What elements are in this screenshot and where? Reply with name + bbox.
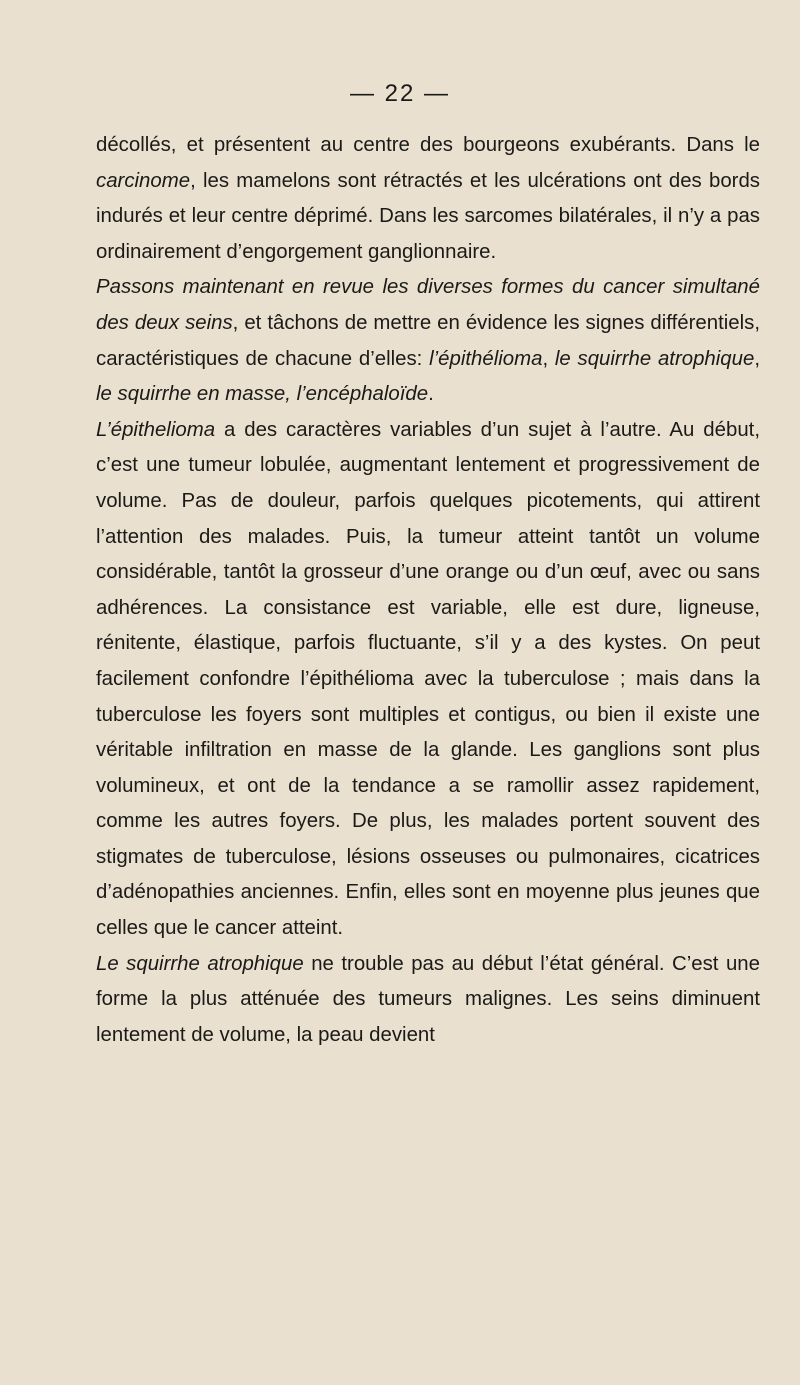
paragraph (96, 413, 760, 947)
text-run: ne trouble pas au début l’état général. C’est une forme la plus atténuée des tumeurs malignes. Les seins diminuent lentement de volume, la peau devient (96, 952, 760, 1046)
text-run: décollés, et présentent au centre des bourgeons exubérants. Dans le (96, 134, 760, 156)
text-run: , les mamelons sont rétractés et les ulcérations ont des bords indurés et leur centre déprimé. Dans les sarcomes bilatérales, il n’y a pas ordinairement d’engorgement ganglionnaire. (96, 169, 760, 263)
text-run: , (542, 347, 555, 370)
italic-run: Le squirrhe atrophique (96, 952, 304, 975)
text-run: , et tâchons de mettre en évidence les signes différentiels, caractéristiques de chacune d’elles: (96, 311, 760, 370)
body-text (96, 128, 760, 1053)
paragraph (96, 128, 760, 270)
italic-run: le squirrhe atrophique (554, 347, 755, 370)
text-run: , (754, 347, 760, 370)
italic-run: l’épithélioma (429, 347, 543, 370)
paragraph (96, 947, 760, 1054)
text-run: . (428, 383, 434, 406)
italic-run: le squirrhe en masse, l’encéphaloïde (96, 383, 429, 406)
italic-run: Passons maintenant en revue les diverses formes du cancer (96, 276, 673, 299)
paragraph (96, 270, 760, 412)
text-run: a des caractères variables d’un sujet à l’autre. Au début, c’est une tumeur lobulée, augmentant lentement et progressivement de volume. Pas de douleur, parfois quelques picotements, qui attirent l’attention des malades. Puis, la tumeur atteint tantôt un volume considérable, tantôt la grosseur d’une orange ou d’un œuf, avec ou sans adhérences. La consistance est variable, elle est dure, ligneuse, rénitente, élastique, parfois fluctuante, s’il y a des kystes. On peut facilement confondre l’épithélioma avec la tuberculose ; mais dans la tuberculose les foyers sont multiples et contigus, ou bien il existe une véritable infiltration en masse de la glande. Les ganglions sont plus volumineux, et ont de la tendance a se ramollir assez rapidement, comme les autres foyers. De plus, les malades portent souvent des stigmates de tuberculose, lésions osseuses ou pulmonaires, cicatrices d’adénopathies anciennes. Enfin, elles sont en moyenne plus jeunes que celles que le cancer atteint. (96, 418, 760, 940)
page-number: — 22 — (349, 80, 451, 107)
italic-run: carcinome (96, 169, 191, 192)
italic-run: L’épithelioma (96, 418, 216, 441)
italic-run: simultané des deux seins (96, 276, 760, 334)
